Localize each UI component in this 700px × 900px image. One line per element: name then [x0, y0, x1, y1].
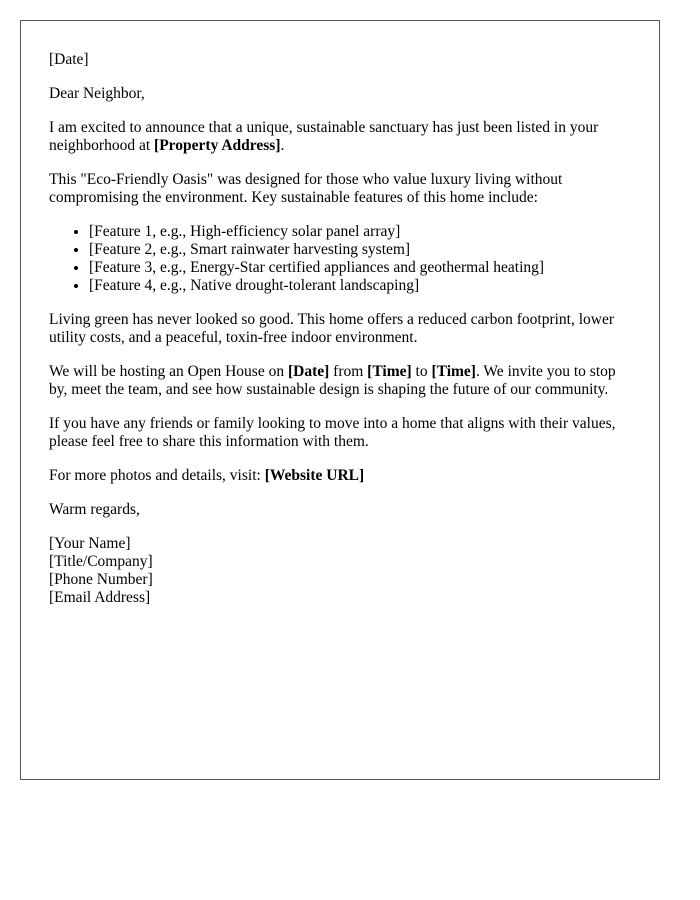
- property-address: [Property Address]: [154, 137, 281, 154]
- open-house-start-time: [Time]: [367, 363, 412, 380]
- more-info-paragraph: [49, 467, 631, 485]
- letter-date: [Date]: [49, 51, 89, 68]
- feature-item: • [Feature 4, e.g., Native drought-tolerant landscaping]: [89, 277, 631, 295]
- feature-item: • [Feature 3, e.g., Energy-Star certified appliances and geothermal heating]: [89, 259, 631, 277]
- open-house-end-time: [Time]: [431, 363, 476, 380]
- intro-text: I am excited to announce that a unique, sustainable sanctuary has just been listed in your neighborhood at: [49, 119, 599, 154]
- benefits-paragraph: Living green has never looked so good. This home offers a reduced carbon footprint, lower utility costs, and a peaceful, toxin-free indoor environment.: [49, 311, 615, 346]
- salutation: Dear Neighbor,: [49, 85, 145, 102]
- share-paragraph: If you have any friends or family looking to move into a home that aligns with their values, please feel free to share this information with them.: [49, 415, 616, 450]
- website-url: [Website URL]: [264, 467, 365, 484]
- description-paragraph: This "Eco-Friendly Oasis" was designed for those who value luxury living without compromising the environment. Key sustainable features of this home include:: [49, 171, 563, 206]
- intro-paragraph: [49, 119, 631, 155]
- more-info-text: For more photos and details, visit:: [49, 467, 265, 484]
- open-house-paragraph: [49, 363, 631, 399]
- intro-end: .: [280, 137, 285, 154]
- feature-item: • [Feature 2, e.g., Smart rainwater harvesting system]: [89, 241, 631, 259]
- open-house-text: . We invite you to stop by, meet the team, and see how sustainable design is shaping the future of our community.: [49, 363, 616, 398]
- open-house-text: We will be hosting an Open House on: [49, 363, 288, 380]
- signature-name: [Your Name]: [49, 535, 131, 552]
- feature-item: • [Feature 1, e.g., High-efficiency solar panel array]: [89, 223, 631, 241]
- signature-phone: [Phone Number]: [49, 571, 153, 588]
- open-house-text: to: [411, 363, 432, 380]
- letter-page: [20, 20, 660, 780]
- signature-block: [49, 535, 631, 607]
- feature-list: [49, 223, 631, 295]
- signature-email: [Email Address]: [49, 589, 151, 606]
- closing: Warm regards,: [49, 501, 140, 518]
- signature-title: [Title/Company]: [49, 553, 153, 570]
- open-house-text: from: [329, 363, 368, 380]
- open-house-date: [Date]: [287, 363, 330, 380]
